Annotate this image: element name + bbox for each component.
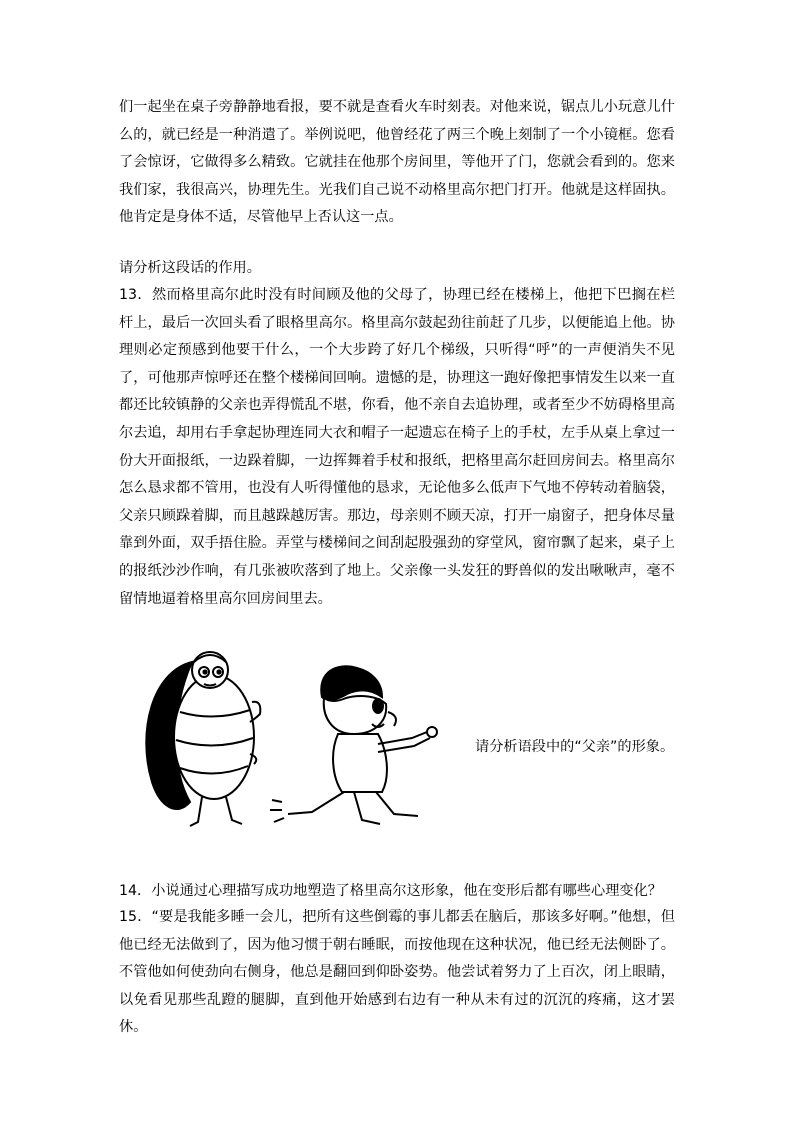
paragraph-continuation: 们一起坐在桌子旁静静地看报，要不就是查看火车时刻表。对他来说，锯点儿小玩意儿什么的，就已经是一种消遣了。举例说吧，他曾经花了两三个晚上刻制了一个小镜框。您看了会惊讶，它做得多么精致。它就挂在他那个房间里，等他开了门，您就会看到的。您来我们家，我很高兴，协理先生。光我们自己说不动格里高尔把门打开。他就是这样固执。他肯定是身体不适，尽管他早上否认这一点。 [119, 99, 675, 226]
father-figure [270, 666, 437, 824]
item-13: 13．然而格里高尔此时没有时间顾及他的父母了，协理已经在楼梯上，他把下巴搁在栏杆上，最后一次回头看了眼格里高尔。格里高尔鼓起劲往前赶了几步，以便能追上他。协理则必定预感到他要干什么，一个大步跨了好几个梯级，只听得“呼”的一声便消失不见了，可他那声惊呼还在整个楼梯间回响。遗憾的是，协理这一跑好像把事情发生以来一直都还比较镇静的父亲也弄得慌乱不堪，你看，他不亲自去追协理，或者至少不妨碍格里高尔去追，却用右手拿起协理连同大衣和帽子一起遗忘在椅子上的手杖，左手从桌上拿过一份大开面报纸，一边跺着脚，一边挥舞着手杖和报纸，把格里高尔赶回房间去。格里高尔怎么恳求都不管用，也没有人听得懂他的恳求，无论他多么低声下气地不停转动着脑袋，父亲只顾跺着脚，而且越跺越厉害。那边，母亲则不顾天凉，打开一扇窗子，把身体尽量靠到外面，双手捂住脸。弄堂与楼梯间之间刮起股强劲的穿堂风，窗帘飘了起来，桌子上的报纸沙沙作响，有几张被吹落到了地上。父亲像一头发狂的野兽似的发出啾啾声，毫不留情地逼着格里高尔回房间里去。 [119, 287, 675, 607]
beetle-figure [146, 652, 260, 826]
item-15: 15．“要是我能多睡一会儿，把所有这些倒霉的事儿都丢在脑后，那该多好啊。”他想，但他已经无法做到了，因为他习惯于朝右睡眠，而按他现在这种状况，他已经无法侧卧了。不管他如何使劲向右侧身，他总是翻回到仰卧姿势。他尝试着努力了上百次，闭上眼睛，以免看见那些乱蹬的腿脚，直到他开始感到右边有一种从未有过的沉沉的疼痛，这才罢休。 [119, 909, 675, 1036]
question-13: 请分析语段中的“父亲”的形象。 [475, 739, 675, 755]
item-14: 14．小说通过心理描写成功地塑造了格里高尔这形象，他在变形后都有哪些心理变化？ [119, 883, 662, 899]
question-12: 请分析这段话的作用。 [119, 260, 261, 276]
beetle-and-father-illustration [132, 642, 452, 832]
